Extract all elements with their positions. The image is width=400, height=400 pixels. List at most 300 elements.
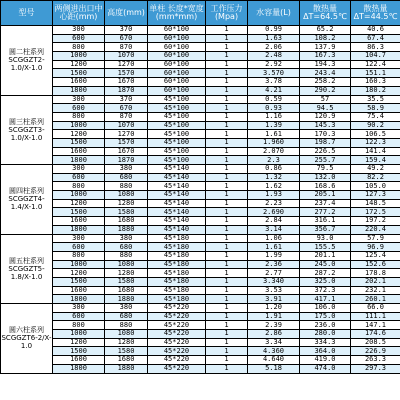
cell-column-size: 45*220: [148, 304, 206, 313]
table-row: [1, 330, 400, 339]
cell-column-size: 45*100: [148, 147, 206, 156]
cell-center-distance: 1600: [53, 286, 105, 295]
cell-water-capacity: 1.61: [248, 243, 300, 252]
cell-height: 1880: [105, 225, 148, 234]
table-row: [1, 251, 400, 260]
cell-center-distance: 1500: [53, 208, 105, 217]
cell-center-distance: 1000: [53, 330, 105, 339]
cell-heat-output-44: 148.5: [351, 199, 400, 208]
cell-height: 1680: [105, 217, 148, 226]
cell-column-size: 45*100: [148, 104, 206, 113]
cell-working-pressure: 1: [206, 295, 248, 304]
cell-heat-output-44: 160.3: [351, 78, 400, 87]
cell-height: 380: [105, 165, 148, 174]
cell-water-capacity: 1.63: [248, 34, 300, 43]
cell-center-distance: 600: [53, 104, 105, 113]
cell-water-capacity: 3.78: [248, 78, 300, 87]
cell-heat-output-44: 106.5: [351, 130, 400, 139]
table-row: [1, 95, 400, 104]
cell-height: 880: [105, 251, 148, 260]
header-heat-output-64: 散热量 ΔT=64.5℃: [300, 1, 351, 26]
cell-center-distance: 1800: [53, 225, 105, 234]
cell-center-distance: 1600: [53, 78, 105, 87]
cell-height: 1580: [105, 347, 148, 356]
cell-heat-output-44: 178.8: [351, 269, 400, 278]
cell-water-capacity: 3.34: [248, 338, 300, 347]
table-row: [1, 112, 400, 121]
cell-center-distance: 1000: [53, 121, 105, 130]
header-model: 型号: [1, 1, 53, 26]
cell-working-pressure: 1: [206, 260, 248, 269]
cell-center-distance: 800: [53, 112, 105, 121]
cell-heat-output-64: 132.0: [300, 173, 351, 182]
cell-center-distance: 1500: [53, 69, 105, 78]
cell-heat-output-64: 65.2: [300, 26, 351, 35]
cell-working-pressure: 1: [206, 60, 248, 69]
cell-working-pressure: 1: [206, 69, 248, 78]
cell-heat-output-44: 111.1: [351, 312, 400, 321]
cell-water-capacity: 2.86: [248, 330, 300, 339]
cell-heat-output-64: 280.0: [300, 330, 351, 339]
cell-heat-output-44: 263.3: [351, 356, 400, 365]
header-working-pressure: 工作压力(Mpa): [206, 1, 248, 26]
cell-heat-output-64: 474.0: [300, 364, 351, 373]
cell-column-size: 45*180: [148, 251, 206, 260]
cell-heat-output-44: 66.0: [351, 304, 400, 313]
cell-height: 1580: [105, 208, 148, 217]
cell-column-size: 60*100: [148, 52, 206, 61]
cell-heat-output-44: 82.2: [351, 173, 400, 182]
cell-heat-output-44: 127.3: [351, 191, 400, 200]
cell-height: 1670: [105, 147, 148, 156]
cell-water-capacity: 2.92: [248, 60, 300, 69]
cell-water-capacity: 4.21: [248, 86, 300, 95]
table-row: [1, 147, 400, 156]
cell-heat-output-44: 202.1: [351, 277, 400, 286]
cell-column-size: 45*100: [148, 130, 206, 139]
table-row: [1, 104, 400, 113]
cell-center-distance: 600: [53, 173, 105, 182]
cell-height: 1080: [105, 191, 148, 200]
cell-center-distance: 1500: [53, 277, 105, 286]
cell-height: 870: [105, 112, 148, 121]
cell-water-capacity: 0.93: [248, 104, 300, 113]
cell-heat-output-44: 105.0: [351, 182, 400, 191]
cell-center-distance: 600: [53, 34, 105, 43]
table-row: [1, 217, 400, 226]
cell-water-capacity: 2.36: [248, 260, 300, 269]
cell-heat-output-44: 40.6: [351, 26, 400, 35]
cell-water-capacity: 2.070: [248, 147, 300, 156]
cell-height: 870: [105, 43, 148, 52]
cell-heat-output-44: 122.4: [351, 60, 400, 69]
cell-working-pressure: 1: [206, 104, 248, 113]
cell-center-distance: 1500: [53, 138, 105, 147]
cell-center-distance: 1000: [53, 260, 105, 269]
cell-heat-output-44: 260.1: [351, 295, 400, 304]
cell-working-pressure: 1: [206, 191, 248, 200]
cell-working-pressure: 1: [206, 312, 248, 321]
cell-column-size: 45*100: [148, 112, 206, 121]
cell-center-distance: 300: [53, 165, 105, 174]
cell-water-capacity: 4.640: [248, 356, 300, 365]
cell-working-pressure: 1: [206, 304, 248, 313]
cell-working-pressure: 1: [206, 165, 248, 174]
cell-center-distance: 1200: [53, 130, 105, 139]
cell-center-distance: 1600: [53, 147, 105, 156]
table-row: [1, 356, 400, 365]
cell-column-size: 45*220: [148, 312, 206, 321]
cell-water-capacity: 0.99: [248, 26, 300, 35]
cell-heat-output-44: 152.6: [351, 260, 400, 269]
cell-heat-output-44: 159.4: [351, 156, 400, 165]
cell-working-pressure: 1: [206, 356, 248, 365]
cell-column-size: 45*140: [148, 165, 206, 174]
table-row: [1, 286, 400, 295]
cell-working-pressure: 1: [206, 269, 248, 278]
cell-working-pressure: 1: [206, 86, 248, 95]
cell-water-capacity: 1.99: [248, 251, 300, 260]
cell-heat-output-64: 417.1: [300, 295, 351, 304]
series-name: 圆五柱系列 SCGGZT5-1.8/X-1.0: [1, 234, 53, 304]
cell-working-pressure: 1: [206, 243, 248, 252]
series-name: 圆二柱系列 SCGGZT2-1.0/X-1.0: [1, 26, 53, 96]
cell-heat-output-64: 120.9: [300, 112, 351, 121]
cell-working-pressure: 1: [206, 34, 248, 43]
cell-working-pressure: 1: [206, 95, 248, 104]
cell-heat-output-64: 316.1: [300, 217, 351, 226]
series-name: 圆六柱系列 SCGGZT6-2/X-1.0: [1, 304, 53, 374]
cell-working-pressure: 1: [206, 208, 248, 217]
cell-center-distance: 1600: [53, 217, 105, 226]
cell-center-distance: 600: [53, 312, 105, 321]
cell-column-size: 60*100: [148, 60, 206, 69]
cell-height: 1680: [105, 356, 148, 365]
cell-heat-output-64: 194.3: [300, 60, 351, 69]
cell-heat-output-64: 145.3: [300, 121, 351, 130]
cell-height: 680: [105, 312, 148, 321]
cell-column-size: 60*100: [148, 78, 206, 87]
cell-heat-output-44: 172.5: [351, 208, 400, 217]
cell-column-size: 45*220: [148, 321, 206, 330]
cell-heat-output-64: 137.9: [300, 43, 351, 52]
cell-column-size: 45*220: [148, 330, 206, 339]
cell-height: 1080: [105, 330, 148, 339]
cell-heat-output-64: 79.5: [300, 165, 351, 174]
table-row: [1, 312, 400, 321]
table-row: [1, 26, 400, 35]
cell-water-capacity: 2.23: [248, 199, 300, 208]
table-row: [1, 304, 400, 313]
cell-heat-output-44: 174.6: [351, 330, 400, 339]
cell-height: 1280: [105, 199, 148, 208]
table-row: [1, 138, 400, 147]
cell-heat-output-44: 96.9: [351, 243, 400, 252]
table-row: [1, 130, 400, 139]
cell-heat-output-64: 245.0: [300, 260, 351, 269]
cell-water-capacity: 2.39: [248, 321, 300, 330]
table-row: [1, 165, 400, 174]
cell-center-distance: 1500: [53, 347, 105, 356]
cell-heat-output-44: 197.2: [351, 217, 400, 226]
cell-heat-output-64: 167.3: [300, 52, 351, 61]
cell-height: 1270: [105, 60, 148, 69]
cell-height: 1880: [105, 295, 148, 304]
cell-height: 1870: [105, 86, 148, 95]
cell-water-capacity: 1.91: [248, 312, 300, 321]
cell-column-size: 45*220: [148, 338, 206, 347]
cell-column-size: 45*100: [148, 121, 206, 130]
cell-working-pressure: 1: [206, 121, 248, 130]
cell-height: 880: [105, 321, 148, 330]
table-row: [1, 86, 400, 95]
cell-center-distance: 1000: [53, 191, 105, 200]
cell-column-size: 45*140: [148, 208, 206, 217]
cell-water-capacity: 3.14: [248, 225, 300, 234]
cell-center-distance: 800: [53, 251, 105, 260]
cell-column-size: 45*180: [148, 234, 206, 243]
cell-height: 1280: [105, 269, 148, 278]
cell-water-capacity: 2.48: [248, 52, 300, 61]
cell-height: 670: [105, 104, 148, 113]
cell-water-capacity: 2.3: [248, 156, 300, 165]
table-row: [1, 173, 400, 182]
cell-working-pressure: 1: [206, 338, 248, 347]
table-row: [1, 52, 400, 61]
cell-heat-output-64: 364.0: [300, 347, 351, 356]
cell-center-distance: 1000: [53, 52, 105, 61]
cell-center-distance: 300: [53, 304, 105, 313]
cell-column-size: 60*100: [148, 26, 206, 35]
cell-height: 1870: [105, 156, 148, 165]
cell-heat-output-44: 125.4: [351, 251, 400, 260]
cell-heat-output-64: 155.5: [300, 243, 351, 252]
cell-center-distance: 800: [53, 321, 105, 330]
cell-heat-output-44: 104.7: [351, 52, 400, 61]
cell-height: 380: [105, 304, 148, 313]
cell-center-distance: 1200: [53, 269, 105, 278]
cell-height: 1070: [105, 52, 148, 61]
cell-heat-output-64: 236.0: [300, 321, 351, 330]
cell-center-distance: 1800: [53, 295, 105, 304]
cell-heat-output-44: 49.2: [351, 165, 400, 174]
cell-height: 680: [105, 173, 148, 182]
cell-column-size: 45*220: [148, 347, 206, 356]
cell-working-pressure: 1: [206, 347, 248, 356]
cell-height: 670: [105, 34, 148, 43]
cell-heat-output-44: 297.3: [351, 364, 400, 373]
cell-heat-output-64: 237.4: [300, 199, 351, 208]
cell-heat-output-44: 75.4: [351, 112, 400, 121]
table-row: [1, 182, 400, 191]
cell-heat-output-64: 226.5: [300, 147, 351, 156]
cell-heat-output-64: 325.0: [300, 277, 351, 286]
cell-heat-output-64: 57: [300, 95, 351, 104]
cell-working-pressure: 1: [206, 130, 248, 139]
table-row: [1, 234, 400, 243]
cell-water-capacity: 3.570: [248, 69, 300, 78]
table-row: [1, 225, 400, 234]
cell-water-capacity: 2.06: [248, 43, 300, 52]
cell-center-distance: 300: [53, 234, 105, 243]
cell-column-size: 60*100: [148, 34, 206, 43]
cell-column-size: 45*100: [148, 156, 206, 165]
cell-heat-output-44: 226.9: [351, 347, 400, 356]
cell-heat-output-64: 108.2: [300, 34, 351, 43]
cell-water-capacity: 1.06: [248, 234, 300, 243]
cell-heat-output-44: 67.4: [351, 34, 400, 43]
table-row: [1, 260, 400, 269]
cell-working-pressure: 1: [206, 173, 248, 182]
series-name: 圆三柱系列 SCGGZT3-1.0/X-1.0: [1, 95, 53, 165]
cell-heat-output-44: 86.3: [351, 43, 400, 52]
header-row: [1, 1, 400, 26]
cell-working-pressure: 1: [206, 26, 248, 35]
cell-water-capacity: 1.16: [248, 112, 300, 121]
cell-column-size: 45*140: [148, 217, 206, 226]
cell-center-distance: 1200: [53, 60, 105, 69]
cell-heat-output-64: 168.6: [300, 182, 351, 191]
table-row: [1, 243, 400, 252]
table-row: [1, 69, 400, 78]
cell-working-pressure: 1: [206, 147, 248, 156]
table-row: [1, 156, 400, 165]
cell-heat-output-64: 205.1: [300, 191, 351, 200]
table-row: [1, 347, 400, 356]
cell-column-size: 45*140: [148, 173, 206, 182]
table-row: [1, 121, 400, 130]
cell-column-size: 45*180: [148, 260, 206, 269]
table-row: [1, 199, 400, 208]
header-heat-output-44: 散热量 ΔT=44.5℃: [351, 1, 400, 26]
cell-height: 880: [105, 182, 148, 191]
cell-heat-output-64: 93.0: [300, 234, 351, 243]
cell-working-pressure: 1: [206, 138, 248, 147]
cell-column-size: 45*100: [148, 138, 206, 147]
cell-center-distance: 1800: [53, 364, 105, 373]
cell-water-capacity: 2.84: [248, 217, 300, 226]
cell-column-size: 45*180: [148, 243, 206, 252]
cell-column-size: 60*100: [148, 43, 206, 52]
cell-center-distance: 1200: [53, 338, 105, 347]
table-row: [1, 321, 400, 330]
cell-heat-output-44: 35.5: [351, 95, 400, 104]
cell-heat-output-64: 290.2: [300, 86, 351, 95]
cell-water-capacity: 1.32: [248, 173, 300, 182]
cell-heat-output-64: 94.5: [300, 104, 351, 113]
cell-water-capacity: 2.77: [248, 269, 300, 278]
cell-heat-output-64: 243.4: [300, 69, 351, 78]
cell-working-pressure: 1: [206, 217, 248, 226]
cell-water-capacity: 4.360: [248, 347, 300, 356]
table-row: [1, 78, 400, 87]
header-height: 高度(mm): [105, 1, 148, 26]
cell-column-size: 45*140: [148, 191, 206, 200]
cell-heat-output-64: 170.3: [300, 130, 351, 139]
cell-water-capacity: 0.59: [248, 95, 300, 104]
cell-heat-output-64: 198.7: [300, 138, 351, 147]
cell-water-capacity: 2.690: [248, 208, 300, 217]
cell-column-size: 45*140: [148, 225, 206, 234]
cell-heat-output-64: 372.3: [300, 286, 351, 295]
cell-working-pressure: 1: [206, 286, 248, 295]
cell-heat-output-64: 419.0: [300, 356, 351, 365]
cell-heat-output-64: 201.1: [300, 251, 351, 260]
cell-column-size: 45*180: [148, 269, 206, 278]
cell-heat-output-64: 287.2: [300, 269, 351, 278]
header-column-size: 单柱 长度*宽度(mm*mm): [148, 1, 206, 26]
cell-heat-output-64: 356.7: [300, 225, 351, 234]
cell-center-distance: 1800: [53, 156, 105, 165]
cell-height: 1280: [105, 338, 148, 347]
cell-working-pressure: 1: [206, 199, 248, 208]
cell-water-capacity: 5.18: [248, 364, 300, 373]
cell-working-pressure: 1: [206, 182, 248, 191]
cell-working-pressure: 1: [206, 251, 248, 260]
cell-heat-output-64: 255.7: [300, 156, 351, 165]
cell-heat-output-44: 141.4: [351, 147, 400, 156]
cell-column-size: 45*180: [148, 277, 206, 286]
cell-heat-output-44: 220.4: [351, 225, 400, 234]
cell-column-size: 60*100: [148, 86, 206, 95]
cell-working-pressure: 1: [206, 52, 248, 61]
cell-column-size: 45*140: [148, 199, 206, 208]
cell-water-capacity: 1.960: [248, 138, 300, 147]
table-row: [1, 208, 400, 217]
cell-column-size: 45*140: [148, 182, 206, 191]
cell-column-size: 45*100: [148, 95, 206, 104]
cell-heat-output-64: 175.0: [300, 312, 351, 321]
cell-height: 370: [105, 26, 148, 35]
cell-water-capacity: 3.53: [248, 286, 300, 295]
cell-water-capacity: 0.86: [248, 165, 300, 174]
table-row: [1, 60, 400, 69]
cell-heat-output-44: 151.1: [351, 69, 400, 78]
cell-height: 1880: [105, 364, 148, 373]
cell-height: 1080: [105, 260, 148, 269]
table-row: [1, 277, 400, 286]
cell-heat-output-44: 232.1: [351, 286, 400, 295]
table-row: [1, 191, 400, 200]
series-name: 圆四柱系列 SCGGZT4-1.4/X-1.0: [1, 165, 53, 235]
cell-center-distance: 300: [53, 95, 105, 104]
cell-water-capacity: 3.340: [248, 277, 300, 286]
cell-center-distance: 1600: [53, 356, 105, 365]
table-row: [1, 269, 400, 278]
cell-column-size: 45*180: [148, 286, 206, 295]
cell-column-size: 45*220: [148, 356, 206, 365]
header-water-capacity: 水容量(L): [248, 1, 300, 26]
cell-height: 1580: [105, 277, 148, 286]
table-row: [1, 338, 400, 347]
cell-working-pressure: 1: [206, 112, 248, 121]
cell-column-size: 45*220: [148, 364, 206, 373]
cell-water-capacity: 1.93: [248, 191, 300, 200]
cell-height: 1570: [105, 69, 148, 78]
header-center-distance: 两侧进出口中心距(mm): [53, 1, 105, 26]
cell-height: 1570: [105, 138, 148, 147]
cell-working-pressure: 1: [206, 78, 248, 87]
cell-center-distance: 600: [53, 243, 105, 252]
cell-working-pressure: 1: [206, 225, 248, 234]
cell-heat-output-44: 57.9: [351, 234, 400, 243]
cell-height: 1270: [105, 130, 148, 139]
table-row: [1, 295, 400, 304]
cell-working-pressure: 1: [206, 43, 248, 52]
cell-water-capacity: 1.20: [248, 304, 300, 313]
cell-heat-output-44: 208.5: [351, 338, 400, 347]
cell-working-pressure: 1: [206, 330, 248, 339]
